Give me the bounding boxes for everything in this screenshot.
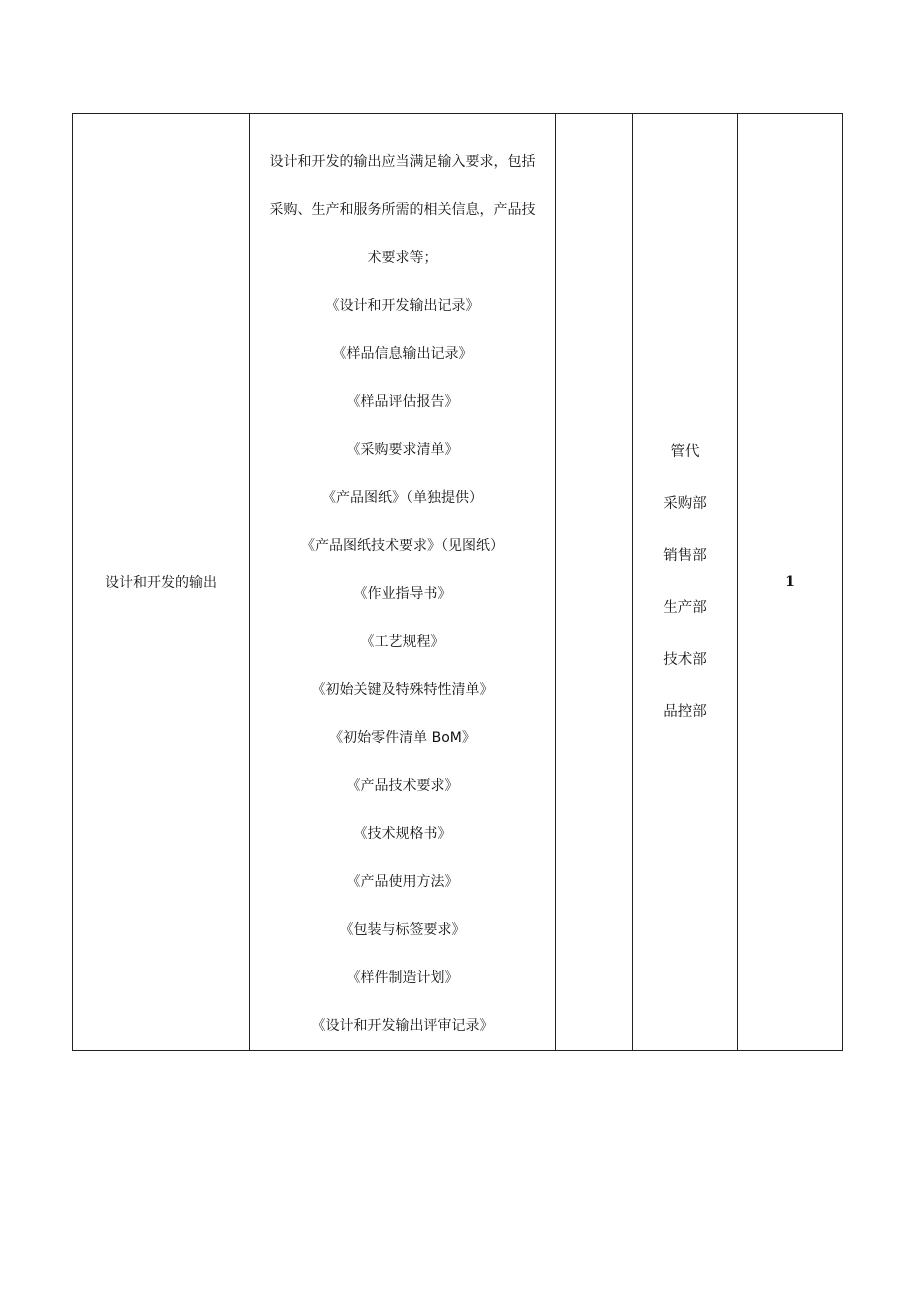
department-item: 采购部 [663,496,707,512]
output-document: 《产品使用方法》 [346,874,459,890]
requirement-line: 采购、生产和服务所需的相关信息，产品技 [269,202,536,218]
output-document: 《产品图纸》（单独提供） [322,490,483,506]
output-document: 《产品图纸技术要求》（见图纸） [301,538,504,554]
output-content-cell [250,114,556,1051]
document-table [72,113,843,1051]
department-list [633,426,737,738]
output-document: 《初始零件清单 BoM》 [329,730,476,746]
output-document: 《技术规格书》 [353,826,452,842]
number-cell [738,114,843,1051]
output-document: 《设计和开发输出记录》 [325,298,480,314]
empty-cell [556,114,633,1051]
output-document: 《作业指导书》 [353,586,452,602]
table-row [73,114,843,1051]
department-cell [633,114,738,1051]
output-document: 《设计和开发输出评审记录》 [311,1018,494,1034]
department-item: 技术部 [663,652,707,668]
requirement-line: 术要求等； [367,250,438,266]
output-document-list [250,282,555,1050]
output-document: 《样品评估报告》 [346,394,459,410]
output-document: 《初始关键及特殊特性清单》 [311,682,494,698]
output-document: 《样件制造计划》 [346,970,459,986]
column5-value: 1 [785,574,795,590]
department-item: 管代 [670,444,700,460]
requirement-text [255,138,551,282]
requirement-line: 设计和开发的输出应当满足输入要求，包括 [269,154,536,170]
output-document: 《采购要求清单》 [346,442,459,458]
output-document: 《产品技术要求》 [346,778,459,794]
stage-name-cell [73,114,250,1051]
department-item: 品控部 [663,704,707,720]
output-content [250,114,555,1050]
output-document: 《工艺规程》 [360,634,445,650]
output-document: 《包装与标签要求》 [339,922,466,938]
department-item: 生产部 [663,600,707,616]
output-document: 《样品信息输出记录》 [332,346,473,362]
stage-name: 设计和开发的输出 [105,575,217,591]
department-item: 销售部 [663,548,707,564]
